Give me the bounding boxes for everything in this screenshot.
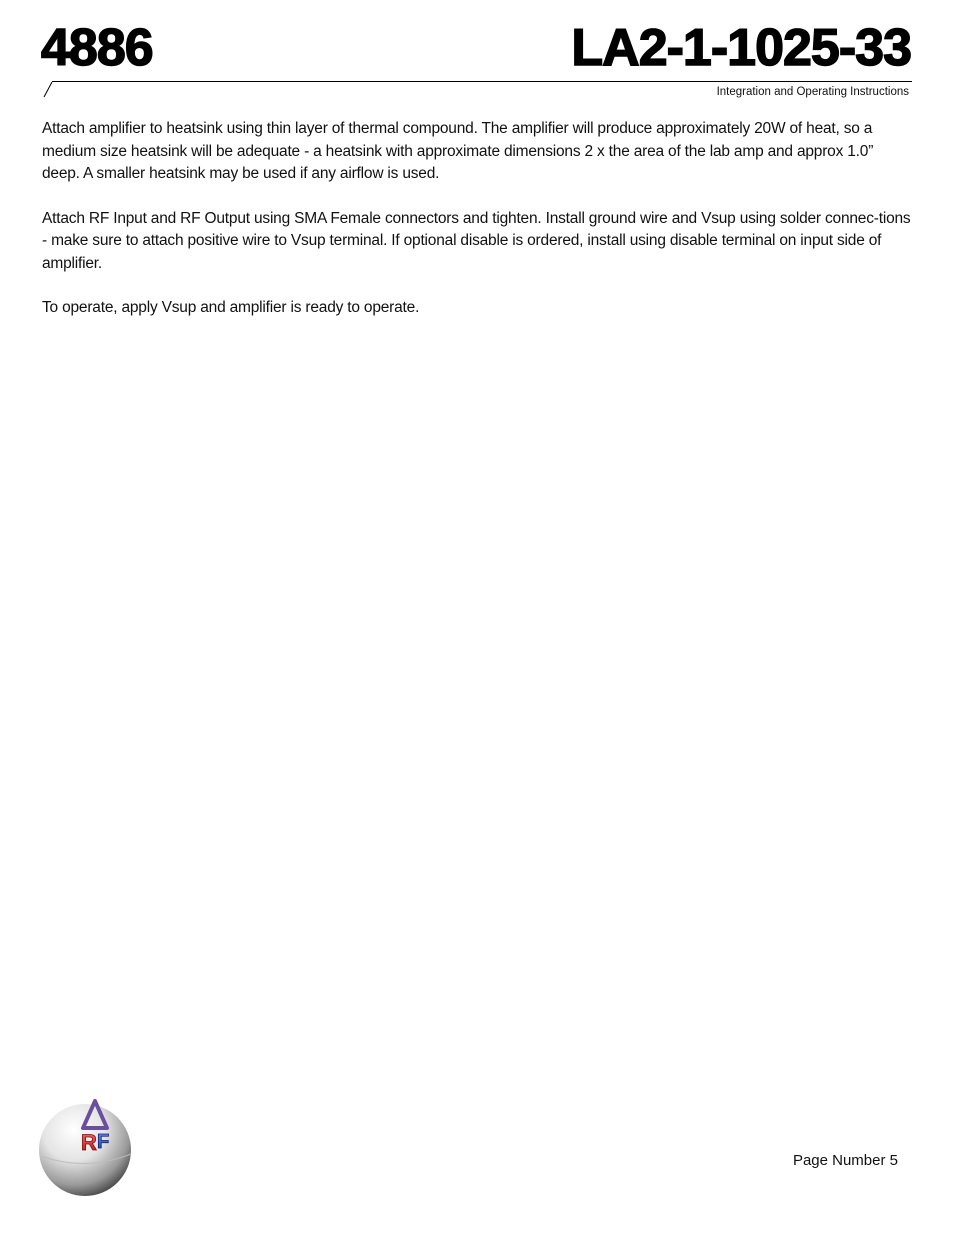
model-number: LA2-1-1025-33 xyxy=(571,19,911,77)
svg-text:R: R xyxy=(81,1130,97,1155)
header-rule-slash xyxy=(42,81,56,99)
operate-paragraph: To operate, apply Vsup and amplifier is ready to operate. xyxy=(42,299,420,316)
page-number: Page Number 5 xyxy=(792,1152,898,1169)
doc-number: 4886 xyxy=(41,19,153,77)
svg-text:F: F xyxy=(97,1131,110,1153)
connections-paragraph: Attach RF Input and RF Output using SMA Female connectors and tighten. Install ground wire and Vsup using solder connec-tions - make sure to attach positive wire to Vsup terminal. If optional disable is ordered, install using disable terminal on input side of amplifier. xyxy=(42,209,911,272)
rf-sphere-logo-icon xyxy=(37,1098,137,1198)
instructions-body xyxy=(42,118,912,342)
doc-subtitle: Integration and Operating Instructions xyxy=(716,86,909,98)
heatsink-paragraph: Attach amplifier to heatsink using thin layer of thermal compound. The amplifier will produce approximately 20W of heat, so a medium size heatsink will be adequate - a heatsink with approximate dimensions 2 x the area of the lab amp and approx 1.0” deep. A smaller heatsink may be used if any airflow is used. xyxy=(42,120,874,182)
header-rule xyxy=(52,81,912,82)
